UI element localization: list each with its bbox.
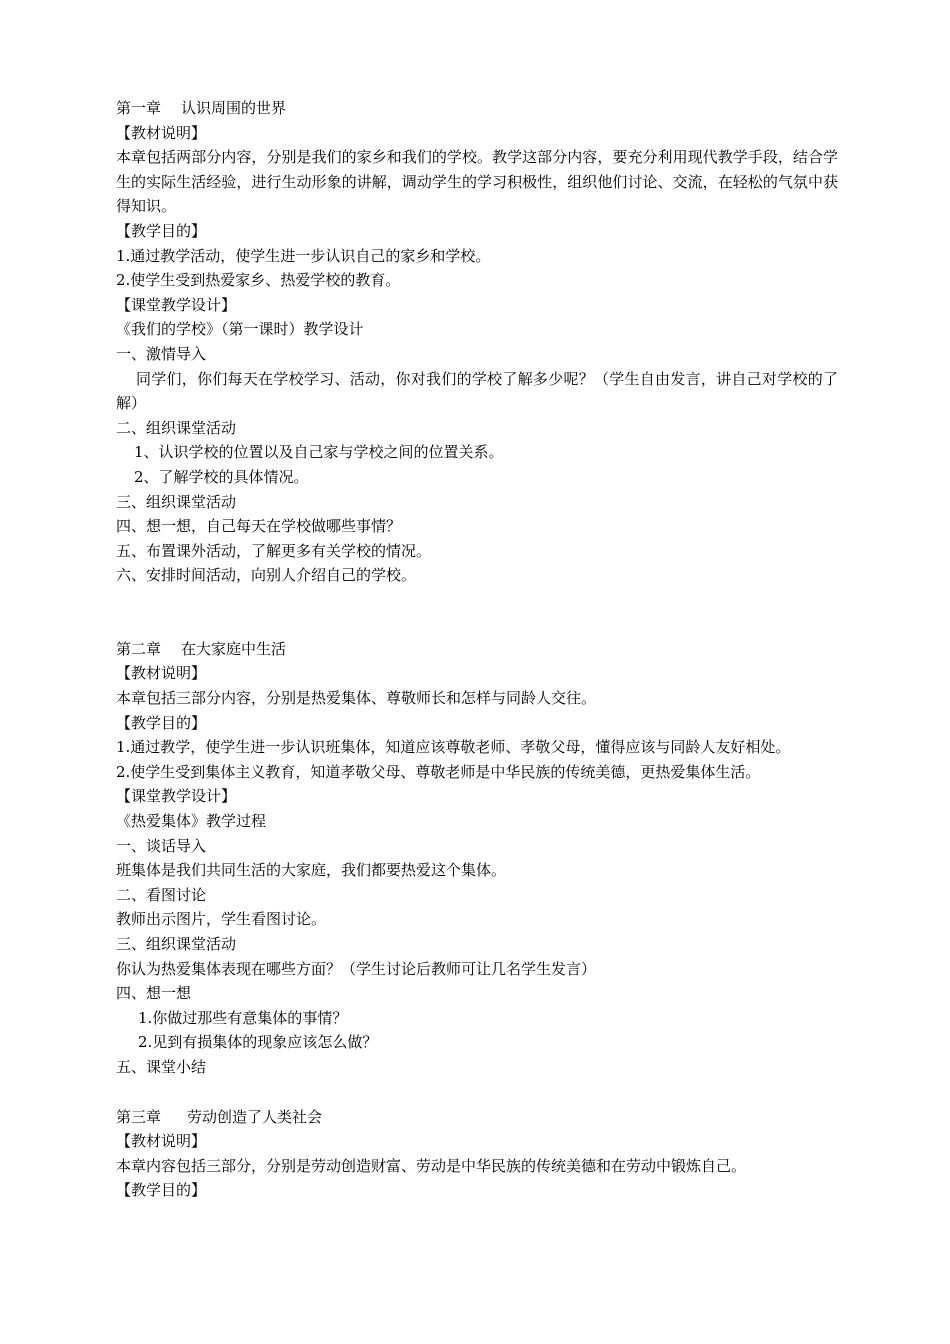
- chapter3-heading: [116, 1105, 838, 1130]
- document-body: [116, 96, 838, 1203]
- chapter2-materials-text: 本章包括三部分内容，分别是热爱集体、尊敬师长和怎样与同龄人交往。: [116, 689, 597, 708]
- chapter1-step-5: 五、布置课外活动，了解更多有关学校的情况。: [116, 541, 432, 560]
- chapter2-step-4-item-2: 2.见到有损集体的现象应该怎么做？: [138, 1033, 378, 1052]
- chapter1-materials-text: 本章包括两部分内容，分别是我们的家乡和我们的学校。教学这部分内容，要充分利用现代教学手段，结合学生的实际生活经验，进行生动形象的讲解，调动学生的学习积极性，组织他们讨论、交流，在轻松的气氛中获得知识。: [116, 148, 838, 216]
- chapter1-step-2-item-2: 2、了解学校的具体情况。: [134, 467, 309, 486]
- chapter2-step-1-text: 班集体是我们共同生活的大家庭，我们都要热爱这个集体。: [116, 861, 507, 880]
- chapter1-title: 认识周围的世界: [181, 99, 287, 117]
- chapter1-step-1: 一、激情导入: [116, 344, 207, 363]
- chapter2-step-4: 四、想一想: [116, 984, 192, 1003]
- chapter1-goal-2: 2.使学生受到热爱家乡、热爱学校的教育。: [116, 271, 401, 290]
- chapter1-heading: [116, 96, 838, 121]
- chapter2-goal-1: 1.通过教学，使学生进一步认识班集体，知道应该尊敬老师、孝敬父母，懂得应该与同龄人友好相处。: [116, 738, 791, 757]
- chapter1-step-2-item-1: 1、认识学校的位置以及自己家与学校之间的位置关系。: [134, 443, 504, 462]
- chapter3-title: 劳动创造了人类社会: [187, 1107, 323, 1126]
- chapter1-lesson-title: 《我们的学校》（第一课时）教学设计: [116, 320, 364, 339]
- chapter3-goals-heading: 【教学目的】: [116, 1181, 207, 1200]
- chapter1-number: 第一章: [116, 99, 162, 117]
- chapter1-step-4: 四、想一想，自己每天在学校做哪些事情？: [116, 517, 402, 536]
- chapter2-heading: [116, 637, 838, 662]
- chapter1-step-2: 二、组织课堂活动: [116, 418, 237, 437]
- chapter3-materials-heading: 【教材说明】: [116, 1132, 207, 1151]
- chapter2-materials-heading: 【教材说明】: [116, 664, 207, 683]
- chapter1-design-heading: 【课堂教学设计】: [116, 295, 237, 314]
- chapter2-step-3-text: 你认为热爱集体表现在哪些方面？（学生讨论后教师可让几名学生发言）: [116, 959, 597, 978]
- chapter1-step-1-text: 同学们，你们每天在学校学习、活动，你对我们的学校了解多少呢？（学生自由发言，讲自己对学校的了解）: [116, 369, 838, 413]
- chapter1-materials-heading: 【教材说明】: [116, 123, 207, 142]
- chapter2-design-heading: 【课堂教学设计】: [116, 787, 237, 806]
- chapter2-title: 在大家庭中生活: [181, 639, 287, 658]
- chapter2-step-3: 三、组织课堂活动: [116, 935, 237, 953]
- chapter2-step-4-item-1: 1.你做过那些有意集体的事情？: [138, 1008, 348, 1027]
- chapter1-step-3: 三、组织课堂活动: [116, 492, 237, 511]
- chapter3-materials-text: 本章内容包括三部分，分别是劳动创造财富、劳动是中华民族的传统美德和在劳动中锻炼自己。: [116, 1156, 747, 1175]
- chapter2-goals-heading: 【教学目的】: [116, 713, 207, 732]
- chapter1-goal-1: 1.通过教学活动，使学生进一步认识自己的家乡和学校。: [116, 246, 491, 265]
- chapter2-step-2-text: 教师出示图片，学生看图讨论。: [116, 910, 327, 929]
- chapter2-lesson-title: 《热爱集体》教学过程: [116, 812, 267, 831]
- chapter3-number: 第三章: [116, 1107, 162, 1126]
- chapter2-step-5: 五、课堂小结: [116, 1057, 207, 1076]
- chapter2-step-2: 二、看图讨论: [116, 885, 207, 904]
- chapter2-goal-2: 2.使学生受到集体主义教育，知道孝敬父母、尊敬老师是中华民族的传统美德，更热爱集体生活。: [116, 762, 761, 781]
- chapter1-step-6: 六、安排时间活动，向别人介绍自己的学校。: [116, 566, 417, 585]
- chapter2-step-1: 一、谈话导入: [116, 836, 207, 855]
- chapter1-goals-heading: 【教学目的】: [116, 221, 207, 240]
- chapter2-number: 第二章: [116, 639, 162, 658]
